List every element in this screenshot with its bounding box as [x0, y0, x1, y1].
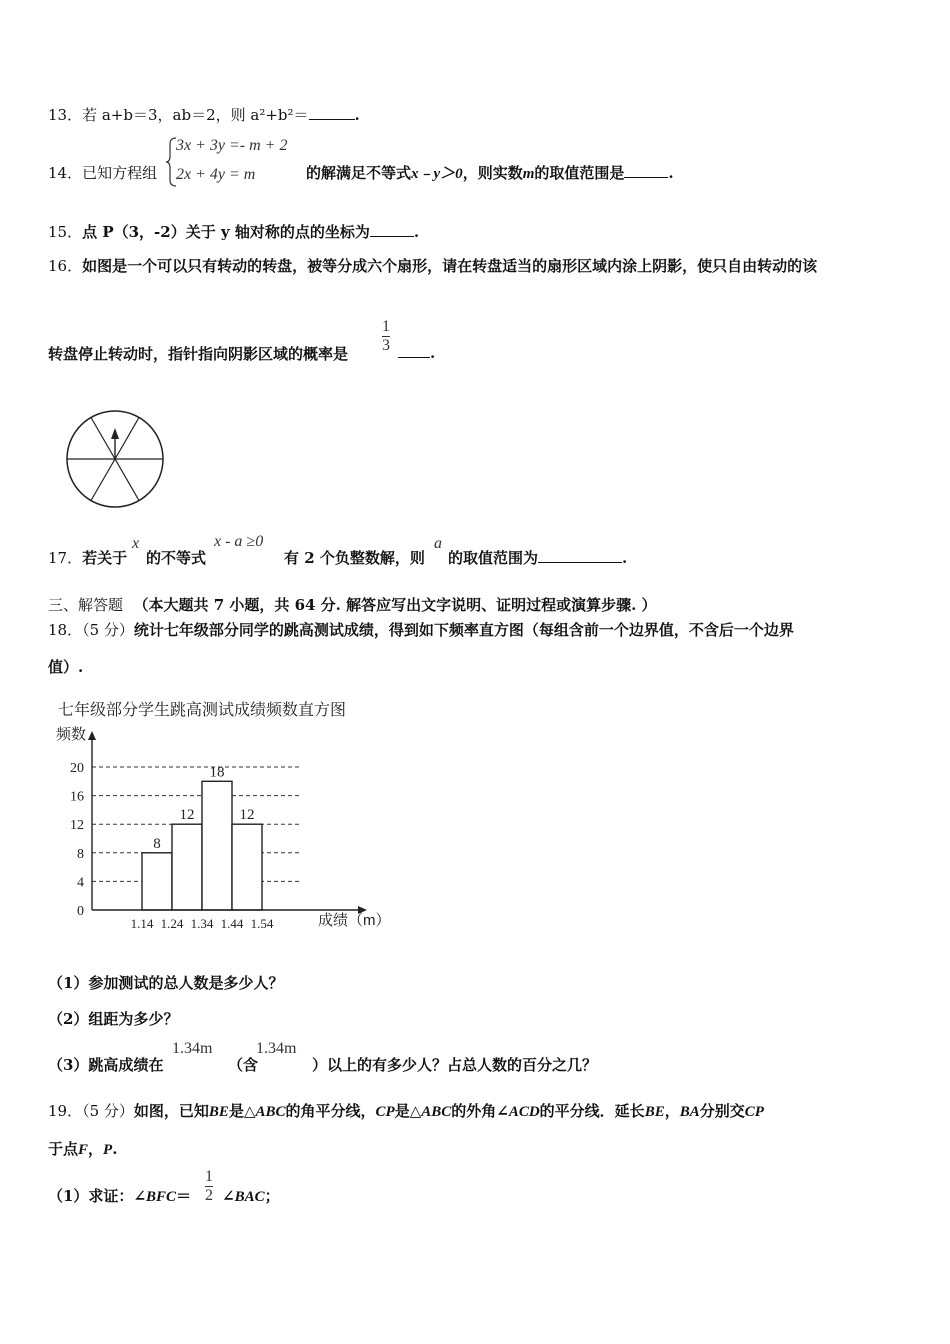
- y-axis-arrow: [88, 731, 96, 740]
- y-tick-label: 12: [70, 818, 84, 834]
- x-tick-label: 1.14: [130, 916, 154, 931]
- y-tick-label: 0: [77, 904, 84, 919]
- q15-text: 点 P（3，-2）关于 y 轴对称的点的坐标为: [82, 223, 370, 241]
- question-19-line2: [48, 1138, 117, 1159]
- q19-line2a: 于点: [48, 1140, 79, 1158]
- q18-sub3b: （含: [228, 1056, 259, 1074]
- x-tick-label: 1.34: [190, 916, 214, 931]
- q19-number: 19．: [48, 1102, 83, 1120]
- q19-BFC: BFC: [146, 1189, 177, 1205]
- q17-t1: 若关于: [82, 549, 128, 567]
- q15-blank: [370, 222, 414, 237]
- q19-line2b: ，: [88, 1140, 104, 1158]
- q19-ACD: ACD: [508, 1104, 540, 1120]
- q16-line1: 如图是一个可以只有转动的转盘，被等分成六个扇形，请在转盘适当的扇形区域内涂上阴影，使只自由转动的该: [82, 257, 818, 275]
- x-tick-label: 1.44: [220, 916, 244, 931]
- q18-line1: 统计七年级部分同学的跳高测试成绩，得到如下频率直方图（每组含前一个边界值，不含后一个边界: [133, 621, 794, 639]
- question-13: [48, 104, 360, 125]
- question-16-line1: [48, 255, 817, 276]
- bar-value-label: 12: [179, 807, 195, 824]
- q13-blank: [309, 105, 355, 120]
- q16-line2: 转盘停止转动时，指针指向阴影区域的概率是: [48, 345, 349, 363]
- question-15: [48, 221, 419, 242]
- bar-value-label: 12: [239, 807, 255, 824]
- q14-eq1: 3x + 3y =- m + 2: [176, 137, 288, 154]
- question-17: [48, 547, 127, 568]
- q13-number: 13．: [48, 106, 83, 124]
- q19-BE2: BE: [644, 1104, 665, 1120]
- q15-end: .: [413, 223, 420, 241]
- q17-t2-wrap: [146, 547, 206, 568]
- q18-line2: 值）.: [48, 658, 84, 676]
- y-tick-label: 4: [77, 875, 84, 891]
- histogram-bar: [142, 853, 172, 910]
- q17-number: 17．: [48, 549, 83, 567]
- q18-score: （5 分）: [82, 621, 134, 639]
- q17-t3-wrap: [284, 547, 425, 568]
- section-3-heading: [48, 594, 657, 615]
- q19-t4: 是△: [394, 1102, 422, 1120]
- q16-blank: [398, 343, 430, 358]
- bar-value-label: 8: [153, 835, 161, 852]
- q19-CP: CP: [375, 1104, 395, 1120]
- q17-t2: 的不等式: [146, 549, 207, 567]
- histogram-chart: [40, 692, 410, 942]
- q18-m2: 1.34m: [256, 1040, 297, 1057]
- q14-ineq: x﹣y＞0: [411, 166, 463, 182]
- q19-score: （5 分）: [82, 1102, 134, 1120]
- q18-number: 18．: [48, 621, 83, 639]
- q14-number: 14．: [48, 164, 83, 182]
- q19-t6: 的平分线．延长: [539, 1102, 645, 1120]
- q19-CP2: CP: [744, 1104, 764, 1120]
- question-14-rest: [306, 162, 674, 183]
- q18-sub3a: （3）跳高成绩在: [48, 1056, 164, 1074]
- q19-t7: ，: [664, 1102, 680, 1120]
- q14-end: .: [668, 164, 674, 182]
- q14-var: m: [522, 166, 535, 182]
- q17-a: a: [434, 535, 442, 552]
- section-3-title: 三、解答题: [48, 596, 124, 614]
- section-3-note: （本大题共 7 小题，共 64 分. 解答应写出文字说明、证明过程或演算步骤. ）: [133, 596, 657, 614]
- q16-end: .: [430, 344, 436, 362]
- histogram-bar: [202, 781, 232, 910]
- q19-frac-denominator: 2: [205, 1187, 213, 1204]
- y-tick-label: 8: [77, 846, 84, 862]
- q13-end: .: [354, 106, 360, 124]
- q18-sub2: （2）组距为多少？: [48, 1010, 179, 1028]
- q19-t3: 的角平分线，: [285, 1102, 376, 1120]
- q13-text: 若 a+b＝3，ab＝2，则 a²+b²＝: [82, 106, 309, 124]
- bar-value-label: 18: [209, 764, 225, 781]
- question-19-sub1-rest: [222, 1185, 280, 1206]
- question-14-number-prefix: [48, 162, 157, 183]
- q17-x: x: [132, 535, 140, 552]
- q19-frac-numerator: 1: [205, 1168, 213, 1185]
- question-18-line1: [48, 619, 794, 640]
- y-tick-label: 16: [70, 789, 84, 805]
- q19-t1: 如图，已知: [133, 1102, 209, 1120]
- q14-text2: ，则实数: [462, 164, 523, 182]
- q19-sub1a: （1）求证：∠: [48, 1187, 147, 1205]
- q18-m1: 1.34m: [172, 1040, 213, 1057]
- q18-sub3c: ）以上的有多少人？占总人数的百分之几？: [312, 1056, 598, 1074]
- q14-text1: 的解满足不等式: [306, 164, 412, 182]
- q19-ABC2: ABC: [421, 1104, 452, 1120]
- question-19-line1: [48, 1100, 764, 1121]
- q19-fraction: [205, 1168, 213, 1205]
- q17-t4-wrap: [448, 547, 627, 568]
- chart-ylabel: 频数: [56, 726, 87, 743]
- q19-BAC: BAC: [234, 1189, 265, 1205]
- x-tick-label: 1.24: [160, 916, 184, 931]
- q19-t2: 是△: [228, 1102, 256, 1120]
- q17-blank: [538, 548, 622, 563]
- q19-sub1d: ；: [264, 1187, 280, 1205]
- q17-t3: 有 2 个负整数解，则: [284, 549, 425, 567]
- q14-prefix: 已知方程组: [82, 164, 158, 182]
- question-19-sub1: [48, 1185, 191, 1206]
- spinner-figure: [62, 408, 170, 512]
- q17-end: .: [622, 549, 628, 567]
- q15-number: 15．: [48, 223, 83, 241]
- q19-line2c: .: [112, 1140, 118, 1158]
- x-tick-label: 1.54: [250, 916, 274, 931]
- q19-sub1c: ∠: [222, 1187, 235, 1205]
- question-18-line2: [48, 656, 83, 677]
- q19-sub1b: ＝: [176, 1187, 192, 1205]
- q16-fraction: [382, 318, 390, 355]
- q19-ABC: ABC: [255, 1104, 286, 1120]
- q14-text3: 的取值范围是: [534, 164, 625, 182]
- histogram-bar: [172, 824, 202, 910]
- chart-title: 七年级部分学生跳高测试成绩频数直方图: [58, 702, 347, 719]
- q19-BA: BA: [679, 1104, 700, 1120]
- q19-F: F: [78, 1142, 89, 1158]
- q14-blank: [624, 163, 668, 178]
- q18-sub1: （1）参加测试的总人数是多少人？: [48, 974, 284, 992]
- question-16-line2: [48, 343, 348, 364]
- q19-t5: 的外角∠: [451, 1102, 509, 1120]
- q19-BE: BE: [208, 1104, 229, 1120]
- q19-P: P: [103, 1142, 113, 1158]
- q16-number: 16．: [48, 257, 83, 275]
- question-16-end: [398, 343, 435, 362]
- y-tick-label: 20: [70, 761, 84, 776]
- chart-xlabel: 成绩（m）: [318, 912, 391, 929]
- histogram-bar: [232, 824, 262, 910]
- q17-ineq: x - a ≥0: [214, 533, 264, 550]
- q16-frac-numerator: 1: [382, 318, 390, 335]
- q17-t4: 的取值范围为: [448, 549, 539, 567]
- q16-frac-denominator: 3: [382, 337, 390, 354]
- q14-eq2: 2x + 4y = m: [176, 166, 256, 183]
- q19-t8: 分别交: [699, 1102, 745, 1120]
